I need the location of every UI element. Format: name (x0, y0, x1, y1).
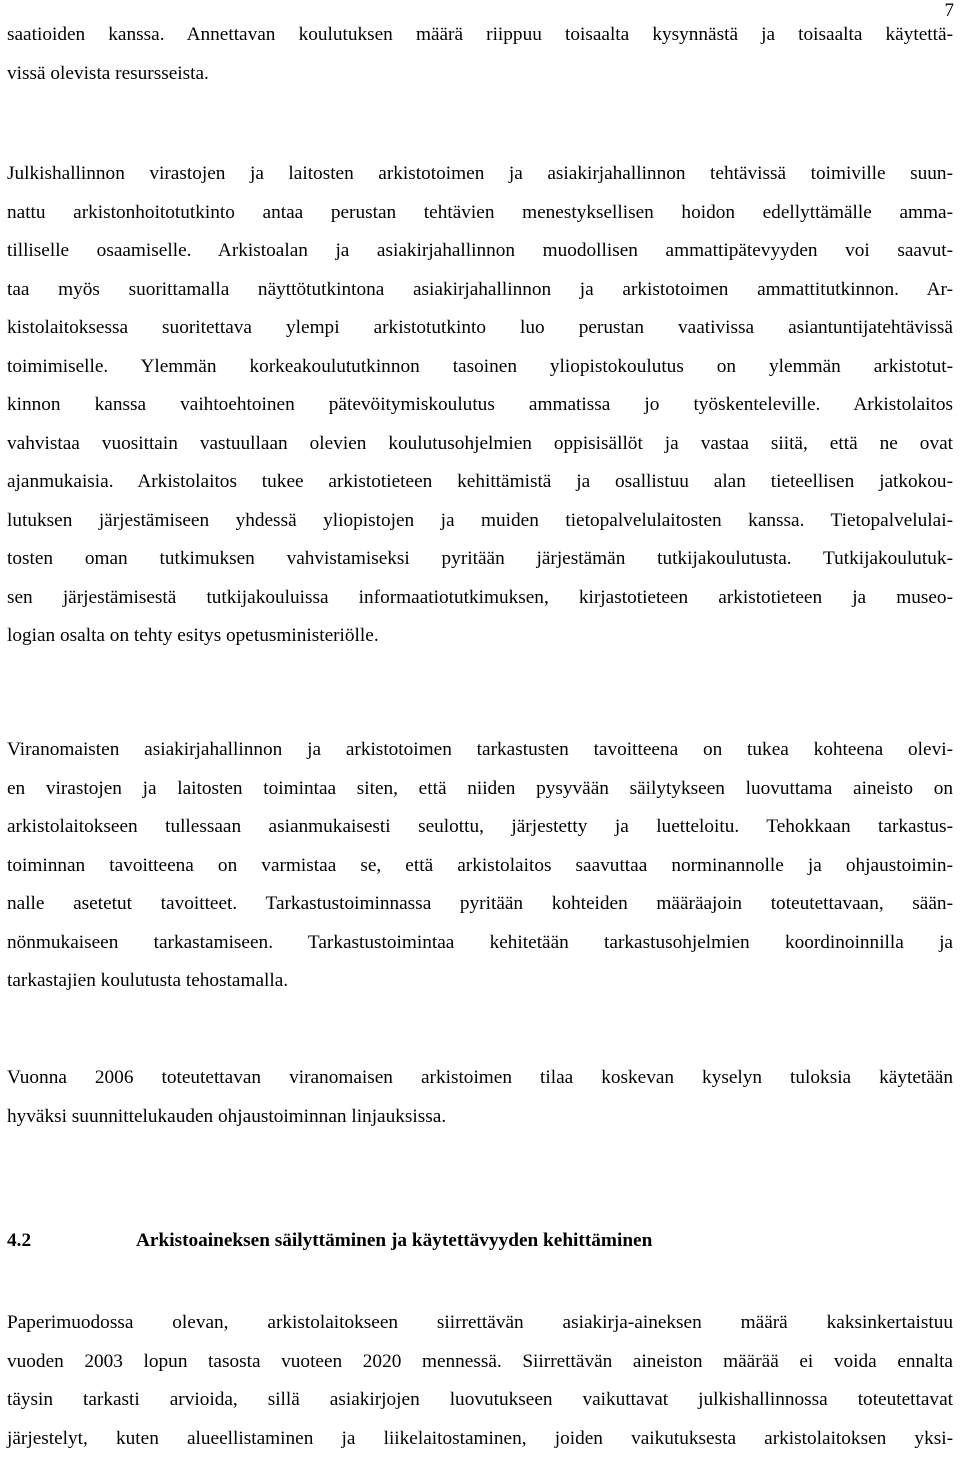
text-line: Paperimuodossa olevan, arkistolaitokseen siirrettävän asiakirja-aineksen määrä kaksinkertaistuu (7, 1312, 953, 1333)
text-line: kinnon kanssa vaihtoehtoinen pätevöitymiskoulutus ammatissa jo työskenteleville. Arkistolaitos (7, 394, 953, 415)
text-line: ajanmukaisia. Arkistolaitos tukee arkistotieteen kehittämistä ja osallistuu alan tieteellisen jatkokou- (7, 471, 953, 492)
text-line: tosten oman tutkimuksen vahvistamiseksi pyritään järjestämän tutkijakoulutusta. Tutkijakoulutuk- (7, 548, 953, 569)
text-line: nattu arkistonhoitotutkinto antaa perustan tehtävien menestyksellisen hoidon edellyttämälle amma- (7, 201, 953, 223)
text-line: täysin tarkasti arvioida, sillä asiakirjojen luovutukseen vaikuttavat julkishallinnossa toteutettavat (7, 1389, 953, 1410)
text-line: toimimiselle. Ylemmän korkeakoulututkinnon tasoinen yliopistokoulutus on ylemmän arkistotut- (7, 355, 953, 377)
text-line: en virastojen ja laitosten toimintaa siten, että niiden pysyvään säilytykseen luovuttama aineisto on (7, 777, 953, 799)
text-line: logian osalta on tehty esitys opetusministeriölle. (7, 625, 379, 646)
text-line: vuoden 2003 lopun tasosta vuoteen 2020 mennessä. Siirrettävän aineiston määrää ei voida ennalta (7, 1350, 953, 1372)
text-line: tarkastajien koulutusta tehostamalla. (7, 970, 289, 991)
section-number: 4.2 (7, 1230, 32, 1251)
text-line: vissä olevista resursseista. (7, 62, 209, 84)
page-number: 7 (944, 0, 954, 21)
text-line: toiminnan tavoitteena on varmistaa se, että arkistolaitos saavuttaa norminannolle ja ohjaustoimin- (7, 854, 953, 876)
text-line: järjestelyt, kuten alueellistaminen ja liikelaitostaminen, joiden vaikutuksesta arkistolaitoksen yksi- (7, 1427, 953, 1449)
paragraph-survey-2006 (7, 1059, 953, 1136)
text-line: taa myös suorittamalla näyttötutkintona asiakirjahallinnon ja arkistotoimen ammattitutkinnon. Ar- (7, 278, 953, 300)
section-title: Arkistoaineksen säilyttäminen ja käytettävyyden kehittäminen (136, 1230, 653, 1251)
paragraph-inspections (7, 731, 953, 1001)
text-line: nalle asetetut tavoitteet. Tarkastustoiminnassa pyritään kohteiden määräajoin toteutettavaan, sään- (7, 893, 953, 914)
text-line: nönmukaiseen tarkastamiseen. Tarkastustoimintaa kehitetään tarkastusohjelmien koordinoinnilla ja (7, 931, 953, 953)
text-line: lutuksen järjestämiseen yhdessä yliopistojen ja muiden tietopalvelulaitosten kanssa. Tietopalvelulai- (7, 509, 953, 531)
text-line: sen järjestämisestä tutkijakouluissa informaatiotutkimuksen, kirjastotieteen arkistotieteen ja museo- (7, 586, 953, 608)
text-line: kistolaitoksessa suoritettava ylempi arkistotutkinto luo perustan vaativissa asiantuntijatehtävissä (7, 317, 953, 338)
text-line: saatioiden kanssa. Annettavan koulutuksen määrä riippuu toisaalta kysynnästä ja toisaalta käytettä- (7, 24, 953, 45)
text-line: tilliselle osaamiselle. Arkistoalan ja asiakirjahallinnon muodollisen ammattipätevyyden voi saavut- (7, 240, 953, 261)
text-line: Viranomaisten asiakirjahallinnon ja arkistotoimen tarkastusten tavoitteena on tukea kohteena olevi- (7, 739, 953, 760)
text-line: Julkishallinnon virastojen ja laitosten arkistotoimen ja asiakirjahallinnon tehtävissä toimiville suun- (7, 163, 953, 184)
text-line: vahvistaa vuosittain vastuullaan olevien koulutusohjelmien oppisisällöt ja vastaa siitä, että ne ovat (7, 432, 953, 454)
text-line: arkistolaitokseen tullessaan asianmukaisesti seulottu, järjestetty ja luetteloitu. Tehokkaan tarkastus- (7, 816, 953, 837)
text-line: Vuonna 2006 toteutettavan viranomaisen arkistoimen tilaa koskevan kyselyn tuloksia käytetään (7, 1067, 953, 1088)
text-line: hyväksi suunnittelukauden ohjaustoiminnan linjauksissa. (7, 1105, 447, 1127)
paragraph-paper-records (7, 1304, 953, 1458)
paragraph-training-resources (7, 16, 953, 93)
paragraph-archival-qualifications (7, 155, 953, 656)
